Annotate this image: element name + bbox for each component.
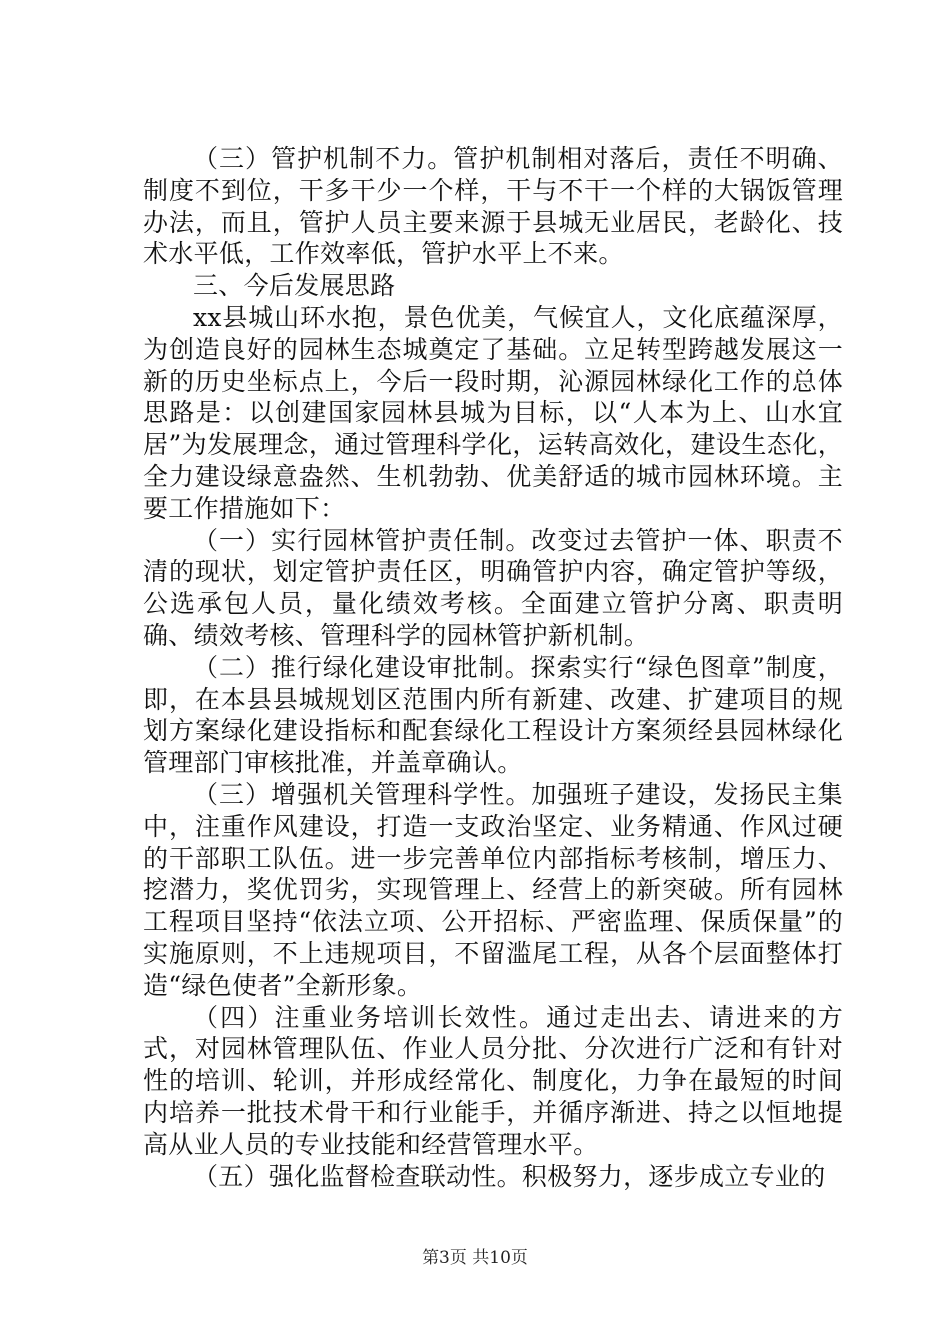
section-heading-development-ideas: 三、今后发展思路 [193, 271, 396, 301]
document-body [143, 143, 843, 1192]
paragraph-measure-3: （三）增强机关管理科学性。加强班子建设，发扬民主集中，注重作风建设，打造一支政治坚定、业务精通、作风过硬的干部职工队伍。进一步完善单位内部指标考核制，增压力、挖潜力，奖优罚劣，实现管理上、经营上的新突破。所有园林工程项目坚持“依法立项、公开招标、严密监理、保质保量”的实施原则，不上违规项目，不留滥尾工程，从各个层面整体打造“绿色使者”全新形象。 [143, 779, 843, 1000]
paragraph-measure-1: （一）实行园林管护责任制。改变过去管护一体、职责不清的现状，划定管护责任区，明确管护内容，确定管护等级，公选承包人员，量化绩效考核。全面建立管护分离、职责明确、绩效考核、管理科学的园林管护新机制。 [143, 525, 843, 650]
paragraph-measure-5: （五）强化监督检查联动性。积极努力，逐步成立专业的 [193, 1161, 826, 1191]
paragraph-overall-approach: xx县城山环水抱，景色优美，气候宜人，文化底蕴深厚，为创造良好的园林生态城奠定了基础。立足转型跨越发展这一新的历史坐标点上，今后一段时期，沁源园林绿化工作的总体思路是：以创建国家园林县城为目标，以“人本为上、山水宜居”为发展理念，通过管理科学化，运转高效化，建设生态化，全力建设绿意盎然、生机勃勃、优美舒适的城市园林环境。主要工作措施如下： [143, 302, 843, 523]
paragraph-measure-2: （二）推行绿化建设审批制。探索实行“绿色图章”制度，即，在本县县城规划区范围内所有新建、改建、扩建项目的规划方案绿化建设指标和配套绿化工程设计方案须经县园林绿化管理部门审核批准，并盖章确认。 [143, 652, 843, 778]
page-footer: 第3页 共10页 [422, 1248, 528, 1268]
paragraph-management-mechanism: （三）管护机制不力。管护机制相对落后，责任不明确、制度不到位，干多干少一个样，干与不干一个样的大锅饭管理办法，而且，管护人员主要来源于县城无业居民，老龄化、技术水平低，工作效率低，管护水平上不来。 [143, 144, 843, 269]
paragraph-measure-4: （四）注重业务培训长效性。通过走出去、请进来的方式，对园林管理队伍、作业人员分批、分次进行广泛和有针对性的培训、轮训，并形成经常化、制度化，力争在最短的时间内培养一批技术骨干和行业能手，并循序渐进、持之以恒地提高从业人员的专业技能和经营管理水平。 [143, 1002, 843, 1159]
